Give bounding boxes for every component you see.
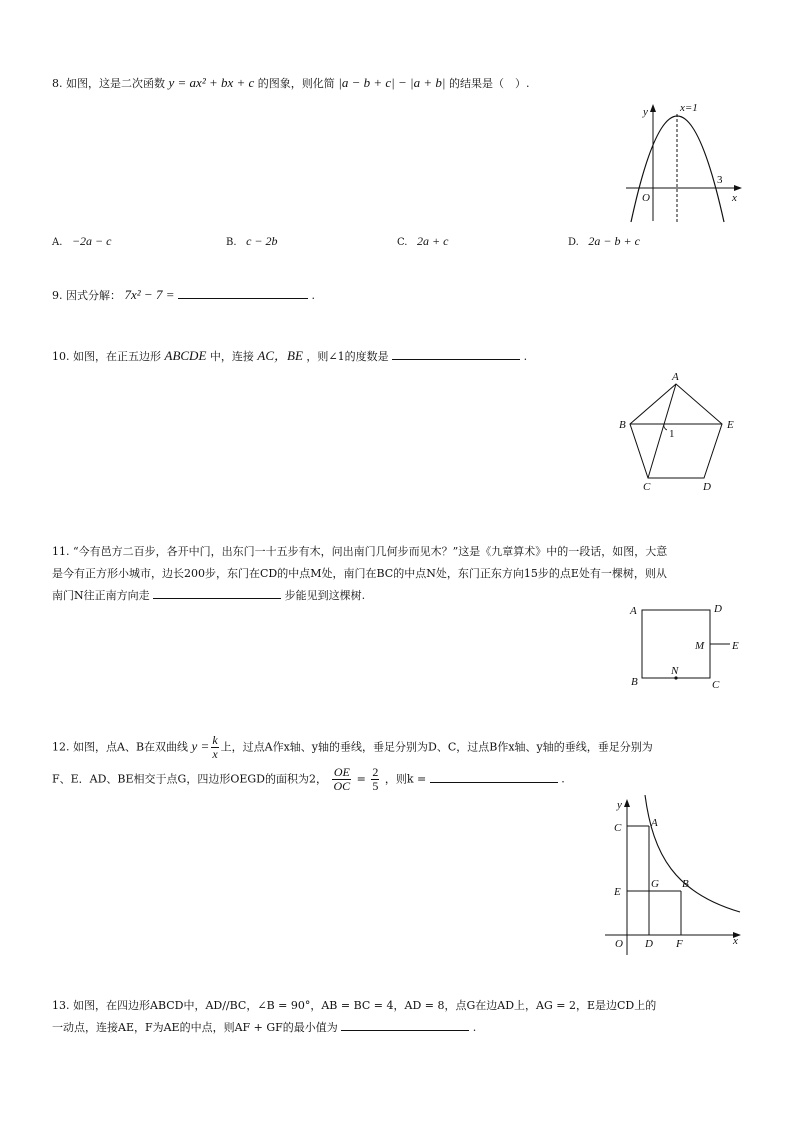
q12-label-a: A xyxy=(651,817,658,829)
q8-formula: y = ax² + bx + c xyxy=(168,75,255,90)
q12-answer-blank[interactable] xyxy=(430,770,558,783)
q12-k: k xyxy=(212,733,218,747)
q12-two: 2 xyxy=(372,765,379,779)
q11-line3b: 步能见到这棵树. xyxy=(284,589,366,602)
q8-expr: |a − b + c| − |a + b| xyxy=(338,75,446,90)
q12-label-b: B xyxy=(682,878,689,890)
q8-option-c-letter: C. xyxy=(397,237,408,248)
q12-y-arrow-icon xyxy=(624,799,630,807)
q8-x-label: x xyxy=(732,192,737,204)
q8-option-a-letter: A. xyxy=(52,237,63,248)
question-11-line-1 xyxy=(52,541,667,563)
q12-two-fifths xyxy=(371,766,379,793)
q11-label-a: A xyxy=(630,605,637,617)
q10-label-d: D xyxy=(703,481,711,493)
q8-stem-a: 如图，这是二次函数 xyxy=(66,77,165,90)
q12-oe: OE xyxy=(333,765,350,779)
q8-option-b[interactable] xyxy=(226,232,278,252)
q13-answer-blank[interactable] xyxy=(341,1018,469,1031)
q8-origin-label: O xyxy=(642,192,650,204)
q8-option-c-value: 2a + c xyxy=(417,234,449,248)
question-12-line-2 xyxy=(52,766,565,793)
question-8-stem xyxy=(52,72,529,95)
q12-x-label: x xyxy=(733,935,738,947)
q10-stem-b: 中，连接 xyxy=(209,350,254,363)
q10-label-e: E xyxy=(727,419,734,431)
question-13-line-1 xyxy=(52,995,656,1017)
q8-option-d[interactable] xyxy=(568,232,640,252)
q12-label-f: F xyxy=(676,938,683,950)
q11-answer-blank[interactable] xyxy=(153,586,281,599)
q10-stem-a: 如图，在正五边形 xyxy=(73,350,161,363)
q12-label-o: O xyxy=(615,938,623,950)
q10-answer-blank[interactable] xyxy=(392,347,520,360)
question-11-line-3 xyxy=(52,585,365,607)
q8-option-c[interactable] xyxy=(397,232,448,252)
q12-end: . xyxy=(561,772,565,786)
q8-option-a-value: −2a − c xyxy=(71,234,112,248)
q11-label-d: D xyxy=(714,603,722,615)
q10-end: . xyxy=(523,350,528,363)
q11-label-m: M xyxy=(695,640,705,652)
q12-oc: OC xyxy=(333,779,351,793)
q12-oe-over-oc xyxy=(332,766,351,793)
q9-expr: 7x² − 7 = xyxy=(124,287,175,302)
q12-x: x xyxy=(212,747,218,761)
q11-label-c: C xyxy=(712,679,720,691)
q11-line2: 是今有正方形小城市，边长200步，东门在CD的中点M处，南门在BC的中点N处，东门正东方向15步的点E处有一棵树，则从 xyxy=(52,567,667,580)
q8-option-d-value: 2a − b + c xyxy=(588,234,640,248)
question-9-stem xyxy=(52,284,315,307)
q12-label-d: D xyxy=(645,938,653,950)
q10-pentagon xyxy=(630,384,722,478)
q11-number: 11. xyxy=(52,545,70,558)
q13-line1: 如图，在四边形ABCD中，AD//BC，∠B = 90°，AB = BC = 4，AD = 8，点G在边AD上，AG = 2，E是边CD上的 xyxy=(73,999,657,1012)
q8-number: 8. xyxy=(52,77,63,90)
q12-label-g: G xyxy=(651,878,659,890)
q12-number: 12. xyxy=(52,740,70,754)
q12-y-eq: y = xyxy=(191,738,210,754)
q10-label-a: A xyxy=(672,371,679,383)
q10-label-c: C xyxy=(643,481,651,493)
q10-label-one: 1 xyxy=(669,428,675,440)
q12-line2b: ，则k = xyxy=(384,772,427,786)
q12-eq: = xyxy=(356,772,366,786)
q11-line3a: 南门N往正南方向走 xyxy=(52,589,150,602)
q8-stem-c: 的结果是（ ）. xyxy=(448,77,530,90)
q8-three-label: 3 xyxy=(717,174,723,186)
question-13-line-2 xyxy=(52,1017,476,1039)
q12-hyperbola-figure xyxy=(605,795,750,955)
q9-answer-blank[interactable] xyxy=(178,286,308,299)
q13-end: . xyxy=(472,1021,477,1034)
q11-label-n: N xyxy=(671,665,679,677)
q9-stem: 因式分解： xyxy=(66,289,121,302)
q10-stem-c: ，则∠1的度数是 xyxy=(306,350,389,363)
q12-line2a: F、E．AD、BE相交于点G，四边形OEGD的面积为2， xyxy=(52,772,327,786)
q11-line1: “今有邑方二百步，各开中门，出东门一十五步有木，问出南门几何步而见木？”这是《九章算术》中的一段话，如图，大意 xyxy=(73,545,668,558)
q13-number: 13. xyxy=(52,999,70,1012)
question-12-line-1 xyxy=(52,734,653,761)
q9-end: . xyxy=(311,289,315,302)
q12-hyperbola xyxy=(645,795,740,912)
q11-square-figure xyxy=(620,596,750,691)
q8-parabola-graph xyxy=(620,96,750,226)
q10-poly: ABCDE xyxy=(164,348,207,363)
q11-label-b: B xyxy=(631,676,638,688)
q10-pentagon-figure xyxy=(610,370,745,495)
q13-line2a: 一动点，连接AE，F为AE的中点，则AF + GF的最小值为 xyxy=(52,1021,338,1034)
q10-number: 10. xyxy=(52,350,70,363)
q12-label-e: E xyxy=(614,886,621,898)
q8-option-b-letter: B. xyxy=(226,237,237,248)
question-11-line-2 xyxy=(52,563,667,585)
q12-line1b: 上，过点A作x轴、y轴的垂线，垂足分别为D、C，过点B作x轴、y轴的垂线，垂足分别为 xyxy=(220,740,653,754)
q8-option-b-value: c − 2b xyxy=(246,234,278,248)
q8-y-arrow-icon xyxy=(650,104,656,112)
q12-y-label: y xyxy=(617,799,622,811)
q10-lines: AC，BE xyxy=(257,348,303,363)
q8-option-d-letter: D. xyxy=(568,237,579,248)
q8-x-arrow-icon xyxy=(734,185,742,191)
q11-label-e: E xyxy=(732,640,739,652)
q9-number: 9. xyxy=(52,289,63,302)
q12-five: 5 xyxy=(372,779,379,793)
q12-line1a: 如图，点A、B在双曲线 xyxy=(73,740,189,754)
q8-stem-b: 的图象，则化简 xyxy=(257,77,335,90)
q10-label-b: B xyxy=(619,419,626,431)
q8-axis-label: x=1 xyxy=(680,102,698,114)
q8-y-label: y xyxy=(643,106,648,118)
q8-option-a[interactable] xyxy=(52,232,111,252)
q12-k-over-x xyxy=(211,734,218,761)
q12-label-c: C xyxy=(614,822,622,834)
question-10-stem xyxy=(52,345,527,368)
